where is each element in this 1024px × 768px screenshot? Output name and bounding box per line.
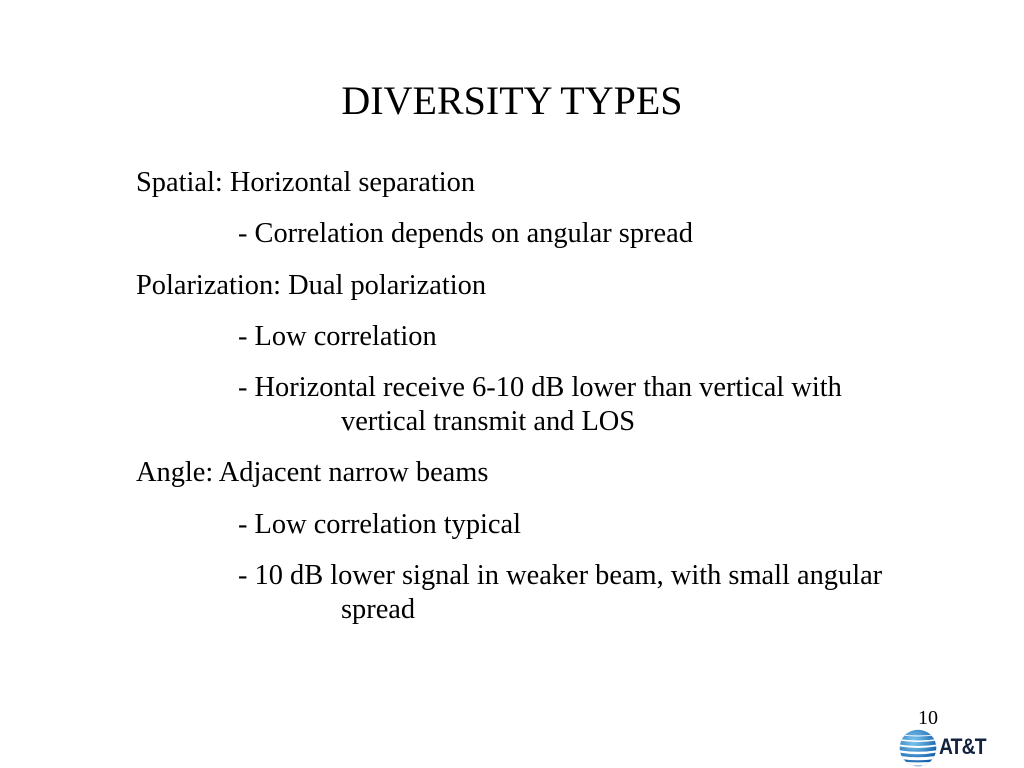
bullet-text: - Horizontal receive 6-10 dB lower than vertical with xyxy=(238,372,842,404)
bullet-text: - 10 dB lower signal in weaker beam, with small angular xyxy=(238,560,883,592)
section-heading: Angle: Adjacent narrow beams xyxy=(136,457,489,489)
bullet-point xyxy=(136,371,936,439)
bullet-point xyxy=(136,217,936,251)
bullet-text: - Low correlation xyxy=(238,320,437,352)
bullet-point xyxy=(136,508,936,542)
bullet-point xyxy=(136,320,936,354)
page-number: 10 xyxy=(918,707,938,729)
section-spatial xyxy=(136,166,936,251)
att-globe-icon xyxy=(899,729,937,767)
bullet-text-continuation: spread xyxy=(341,594,416,626)
bullet-text: - Correlation depends on angular spread xyxy=(238,218,693,250)
bullet-text-continuation: vertical transmit and LOS xyxy=(341,406,636,438)
section-heading: Polarization: Dual polarization xyxy=(136,269,487,301)
bullet-text: - Low correlation typical xyxy=(238,508,522,540)
slide-title: DIVERSITY TYPES xyxy=(341,78,683,123)
bullet-point xyxy=(136,559,936,627)
att-logo-text: AT&T xyxy=(939,734,986,759)
section-angle xyxy=(136,456,936,627)
att-logo xyxy=(899,729,999,767)
section-heading: Spatial: Horizontal separation xyxy=(136,167,476,198)
section-polarization xyxy=(136,269,936,440)
slide-body xyxy=(136,166,936,644)
